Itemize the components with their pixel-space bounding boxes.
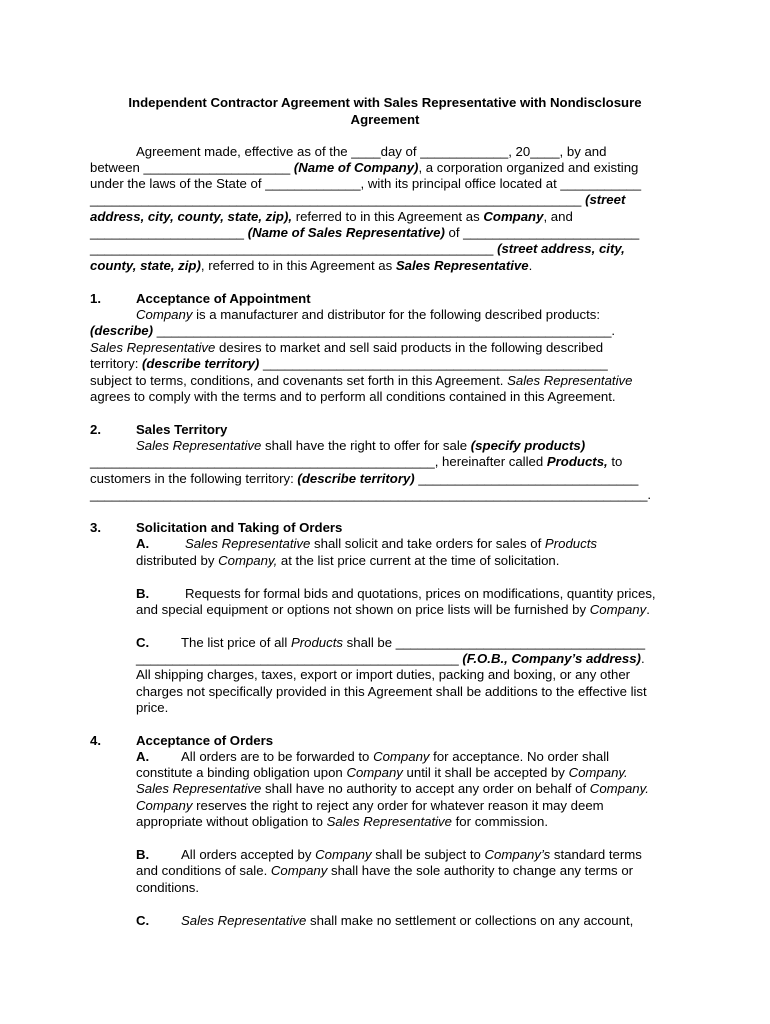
s4-a-label: A. [136,749,150,764]
intro-line-5 [90,209,573,225]
body-text: Requests for formal bids and quotations, prices on modifications, quantity prices, [185,586,656,601]
s3-c-line-1 [181,635,645,651]
section-4-heading: Acceptance of Orders [136,733,274,748]
body-text: shall have the right to offer for sale [261,438,471,453]
blank-line: _______________________________________________________ [90,241,498,256]
body-text: and conditions of sale. [136,863,271,878]
body-text: territory: [90,356,143,371]
territory-placeholder: (describe territory) [297,471,415,486]
defined-term: Company [373,749,430,764]
body-text: appropriate without obligation to [136,814,327,829]
intro-line-8 [90,258,532,274]
intro-text: between ____________________ [90,160,294,175]
address-placeholder: (street [585,192,626,207]
intro-text: of ________________________ [444,225,640,240]
document-title [90,94,680,128]
defined-term: Company [483,209,544,224]
defined-term: Sales Representative [181,913,307,928]
body-text: at the list price current at the time of solicitation. [277,553,560,568]
s3-a-line-2 [136,553,559,569]
defined-term: Products [290,635,343,650]
body-text: is a manufacturer and distributor for the following described products: [192,307,601,322]
blank-line: _______________________________________________ [259,356,608,371]
territory-placeholder: (describe territory) [142,356,260,371]
blank-line: ______________________________ [414,471,639,486]
s2-line-4 [90,487,651,503]
describe-placeholder: (describe) [90,323,154,338]
body-text: to [607,454,623,469]
intro-line-1 [136,144,606,160]
defined-term: Company [346,765,403,780]
s4-a-line-5 [136,814,548,830]
section-2-number: 2. [90,422,101,437]
defined-term: Company [589,602,647,617]
s1-line-1 [136,307,600,323]
body-text: shall be subject to [371,847,485,862]
s1-line-3 [90,340,603,356]
blank-line: ____________________________________________ [136,651,463,666]
body-text: All orders accepted by [181,847,316,862]
defined-term: Company [315,847,372,862]
s4-a-line-1 [181,749,609,765]
defined-term: Products, [546,454,608,469]
fob-placeholder: (F.O.B., Company’s address) [462,651,641,666]
s3-c-line-4 [136,684,647,700]
intro-text: under the laws of the State of _____________, with its principal office located at ___________ [90,176,642,191]
defined-term: Company [270,863,328,878]
s3-c-line-5 [136,700,168,716]
s4-a-line-3 [136,781,649,797]
body-text: shall have no authority to accept any order on behalf of [261,781,590,796]
blank-line: ___________________________________________________________________ [90,192,586,207]
defined-term: Sales Representative [395,258,529,273]
defined-term: Company, [218,553,278,568]
s3-c-line-3 [136,667,630,683]
body-text: for acceptance. No order shall [429,749,610,764]
s3-a-line-1 [185,536,597,552]
s4-b-line-2 [136,863,633,879]
intro-text: referred to in this Agreement as [292,209,484,224]
company-name-placeholder: (Name of Company) [293,160,419,175]
defined-term: Company’s [484,847,551,862]
defined-term: Company [136,798,193,813]
section-3-heading: Solicitation and Taking of Orders [136,520,343,535]
s3-a-label: A. [136,536,150,551]
section-3-number: 3. [90,520,101,535]
body-text: agrees to comply with the terms and to perform all conditions contained in this Agreement. [90,389,616,404]
body-text: until it shall be accepted by [402,765,569,780]
body-text: customers in the following territory: [90,471,298,486]
defined-term: Sales Representative [136,781,262,796]
body-text: The list price of all [181,635,291,650]
address-placeholder: (street address, city, [497,241,625,256]
body-text: . [640,651,645,666]
intro-line-7 [90,241,625,257]
s4-a-line-2 [136,765,628,781]
defined-term: Products [544,536,597,551]
section-1-number: 1. [90,291,101,306]
intro-text: , a corporation organized and existing [418,160,639,175]
address-placeholder: address, city, county, state, zip), [90,209,293,224]
body-text: and special equipment or options not shown on price lists will be furnished by [136,602,590,617]
defined-term: Company. [589,781,649,796]
intro-text: . [528,258,533,273]
intro-line-4 [90,192,625,208]
intro-line-6 [90,225,639,241]
body-text: _______________________________________________, hereinafter called [90,454,547,469]
section-1-heading: Acceptance of Appointment [136,291,311,306]
defined-term: Company [136,307,193,322]
defined-term: Sales Representative [90,340,216,355]
s2-line-3 [90,471,638,487]
s3-c-line-2 [136,651,645,667]
body-text: constitute a binding obligation upon [136,765,347,780]
body-text: All shipping charges, taxes, export or import duties, packing and boxing, or any other [136,667,631,682]
body-text: charges not specifically provided in this Agreement shall be additions to the effective list [136,684,647,699]
defined-term: Sales Representative [507,373,633,388]
title-line-1: Independent Contractor Agreement with Sales Representative with Nondisclosure [128,95,642,110]
s1-line-4 [90,356,608,372]
blank-line: ____________________________________________________________________________. [90,487,652,502]
s4-b-line-3 [136,880,199,896]
body-text: price. [136,700,169,715]
body-text: . [646,602,650,617]
s3-c-label: C. [136,635,150,650]
s1-line-5 [90,373,632,389]
intro-text: , referred to in this Agreement as [200,258,396,273]
body-text: desires to market and sell said products in the following described [215,340,604,355]
body-text: reserves the right to reject any order for whatever reason it may deem [192,798,604,813]
body-text: conditions. [136,880,200,895]
defined-term: Company. [568,765,628,780]
address-placeholder: county, state, zip) [90,258,201,273]
body-text: standard terms [550,847,642,862]
s4-c-label: C. [136,913,150,928]
body-text: subject to terms, conditions, and covenants set forth in this Agreement. [90,373,508,388]
body-text: All orders are to be forwarded to [181,749,374,764]
defined-term: Sales Representative [326,814,452,829]
section-4-number: 4. [90,733,101,748]
body-text: shall make no settlement or collections on any account, [306,913,634,928]
intro-line-2 [90,160,638,176]
s3-b-line-2 [136,602,650,618]
blank-line: ______________________________________________________________. [153,323,616,338]
body-text: shall have the sole authority to change any terms or [327,863,634,878]
body-text: shall solicit and take orders for sales of [310,536,545,551]
body-text: distributed by [136,553,219,568]
s1-line-2 [90,323,615,339]
blank-line: _____________________ [90,225,248,240]
s1-line-6 [90,389,616,405]
defined-term: Sales Representative [185,536,311,551]
s3-b-line-1 [185,586,656,602]
s4-b-label: B. [136,847,150,862]
s4-b-line-1 [181,847,642,863]
products-placeholder: (specify products) [470,438,586,453]
rep-name-placeholder: (Name of Sales Representative) [247,225,445,240]
defined-term: Sales Representative [136,438,262,453]
s4-c-line-1 [181,913,633,929]
section-2-heading: Sales Territory [136,422,228,437]
intro-text: Agreement made, effective as of the ____day of ____________, 20____, by and [136,144,607,159]
s2-line-1 [136,438,585,454]
title-line-2: Agreement [350,112,420,127]
intro-text: , and [543,209,573,224]
s2-line-2 [90,454,622,470]
s3-b-label: B. [136,586,150,601]
body-text: for commission. [451,814,548,829]
blank-line: shall be __________________________________ [342,635,646,650]
s4-a-line-4 [136,798,604,814]
intro-line-3 [90,176,641,192]
